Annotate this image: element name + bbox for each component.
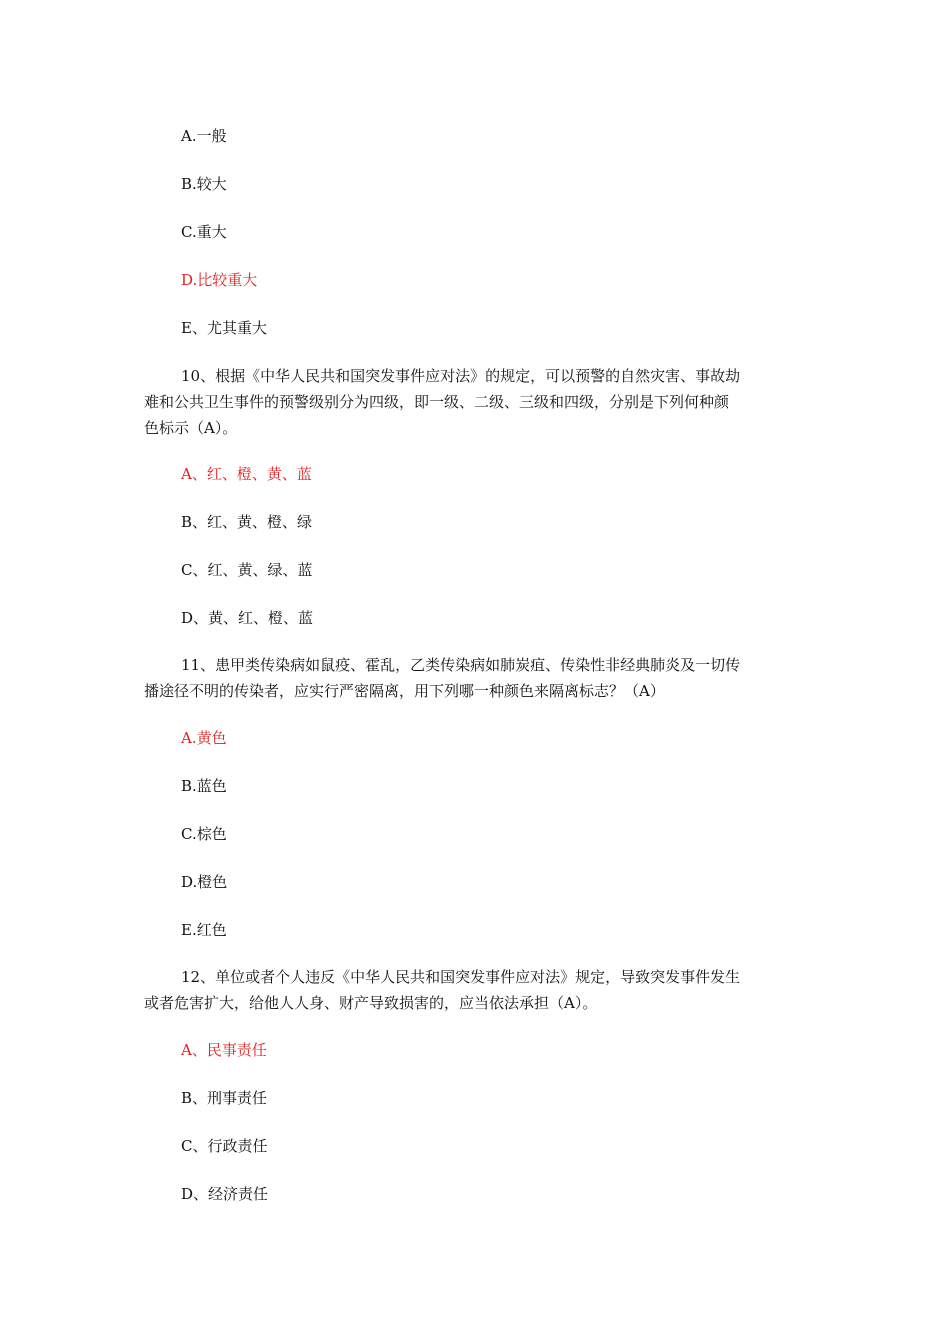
q12-text-line-2: 或者危害扩大，给他人人身、财产导致损害的，应当依法承担（A）。 — [144, 994, 598, 1012]
q9-option-a: A.一般 — [181, 127, 227, 145]
q10-option-b: B、红、黄、橙、绿 — [181, 513, 313, 531]
q11-text-line-2: 播途径不明的传染者，应实行严密隔离，用下列哪一种颜色来隔离标志？（A） — [144, 682, 665, 700]
q11-text-line-1: 11、患甲类传染病如鼠疫、霍乱，乙类传染病如肺炭疽、传染性非经典肺炎及一切传 — [181, 656, 741, 674]
q10-text-line-3: 色标示（A）。 — [144, 419, 238, 437]
q12-option-d: D、经济责任 — [181, 1185, 269, 1203]
q12-option-c: C、行政责任 — [181, 1137, 268, 1155]
q10-text-line-1: 10、根据《中华人民共和国突发事件应对法》的规定，可以预警的自然灾害、事故劫 — [181, 367, 741, 385]
q10-option-a-correct: A、红、橙、黄、蓝 — [181, 465, 312, 483]
q12-option-b: B、刑事责任 — [181, 1089, 268, 1107]
q9-option-b: B.较大 — [181, 175, 227, 193]
q12-text-line-1: 12、单位或者个人违反《中华人民共和国突发事件应对法》规定，导致突发事件发生 — [181, 968, 741, 986]
q11-option-c: C.棕色 — [181, 825, 227, 843]
q11-option-d: D.橙色 — [181, 873, 228, 891]
q9-option-e: E、尤其重大 — [181, 319, 267, 337]
q12-option-a-correct: A、民事责任 — [181, 1041, 267, 1059]
q9-option-c: C.重大 — [181, 223, 227, 241]
q11-option-a-correct: A.黄色 — [181, 729, 227, 747]
q10-option-c: C、红、黄、绿、蓝 — [181, 561, 313, 579]
q11-option-b: B.蓝色 — [181, 777, 227, 795]
q10-text-line-2: 难和公共卫生事件的预警级别分为四级，即一级、二级、三级和四级，分别是下列何种颜 — [144, 393, 730, 411]
q10-option-d: D、黄、红、橙、蓝 — [181, 609, 314, 627]
q9-option-d-correct: D.比较重大 — [181, 271, 258, 289]
q11-option-e: E.红色 — [181, 921, 227, 939]
